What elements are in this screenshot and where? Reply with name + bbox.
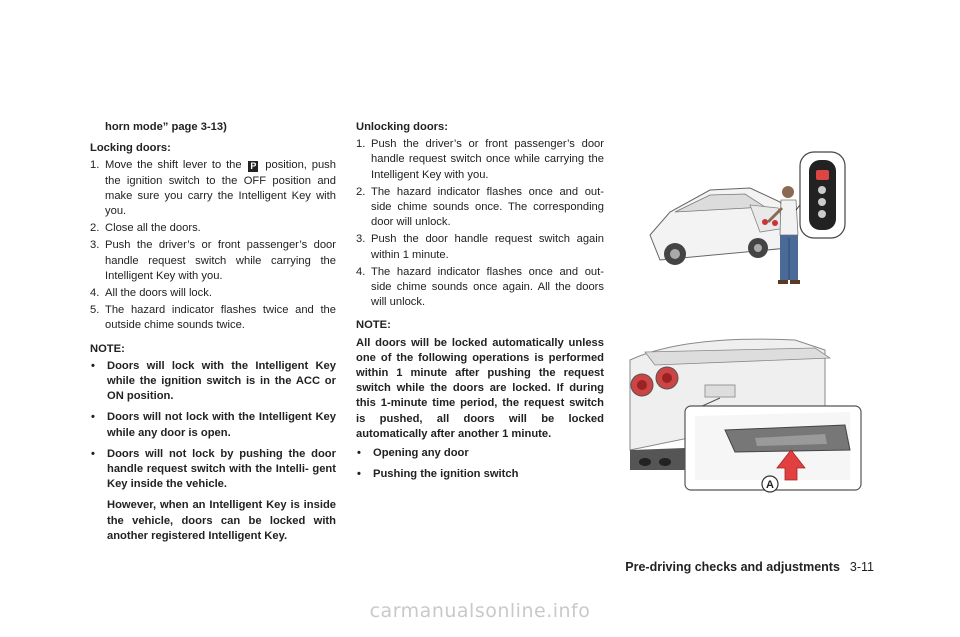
locking-step: 5. The hazard indicator flashes twice and the outside chime sounds twice. — [90, 304, 336, 332]
locking-step: 3. Push the driver’s or front passenger’s door handle request switch while carrying the Intelligent Key with you. — [90, 239, 336, 282]
unlocking-step: 3. Push the door handle request switch again within 1 minute. — [356, 233, 604, 261]
locking-step: 1. Move the shift lever to the P position, push the ignition switch to the OFF position and make sure you carry the Intelligent Key with you. — [90, 159, 336, 218]
continued-text: horn mode” page 3-13) — [105, 121, 227, 133]
note-heading: NOTE: — [90, 342, 125, 355]
park-p-icon: P — [250, 161, 257, 172]
note-heading: NOTE: — [356, 319, 391, 332]
locking-step: 2. Close all the doors. — [90, 222, 201, 235]
auto-lock-note: All doors will be locked automatically unless one of the following operations is performed within 1 minute after pushing the request switch while the doors are locked. If during this 1-minute time period, the request switch is pushed, all doors will be locked automatically after another 1 minute. — [356, 336, 604, 440]
auto-lock-bullets — [356, 446, 604, 482]
page-number: 3-11 — [849, 560, 874, 574]
unlocking-steps — [356, 137, 604, 310]
car-locking-illustration — [640, 150, 850, 300]
auto-lock-bullet: • Opening any door — [357, 447, 469, 460]
note-bullet: • Doors will not lock by pushing the door handle request switch with the Intelli- gent Key inside the vehicle. However, when an Intelligent Key is inside the vehicle, doors can be locked with another registered Intelligent Key. — [90, 447, 336, 544]
watermark-text: carmanualsonline.info — [369, 600, 591, 622]
note-bullet: • Doors will not lock with the Intelligent Key while any door is open. — [91, 411, 336, 439]
request-switch-illustration — [625, 330, 865, 515]
unlocking-step: 1. Push the driver’s or front passenger’s door handle request switch once while carrying the Intelligent Key with you. — [356, 138, 604, 181]
unlocking-heading: Unlocking doors: — [356, 121, 448, 133]
locking-step: 4. All the doors will lock. — [90, 287, 212, 300]
auto-lock-bullet: • Pushing the ignition switch — [357, 468, 519, 481]
note-bullet: • Doors will lock with the Intelligent Key while the ignition switch is in the ACC or ON position. — [91, 359, 336, 403]
section-title: Pre-driving checks and adjustments — [625, 560, 840, 574]
middle-column — [356, 120, 604, 488]
callout-a-label: A — [766, 479, 774, 491]
unlocking-step: 4. The hazard indicator flashes once and out- side chime sounds once again. All the doors will unlock. — [356, 265, 604, 309]
page-footer — [625, 560, 874, 574]
note-bullet-extra: However, when an Intelligent Key is inside the vehicle, doors can be locked with another registered Intelligent Key. — [107, 499, 336, 542]
unlocking-step: 2. The hazard indicator flashes once and out- side chime sounds once. The corresponding door will unlock. — [356, 185, 604, 229]
locking-steps — [90, 158, 336, 333]
locking-heading: Locking doors: — [90, 142, 171, 155]
note-bullets — [90, 359, 336, 544]
left-column — [90, 120, 336, 550]
